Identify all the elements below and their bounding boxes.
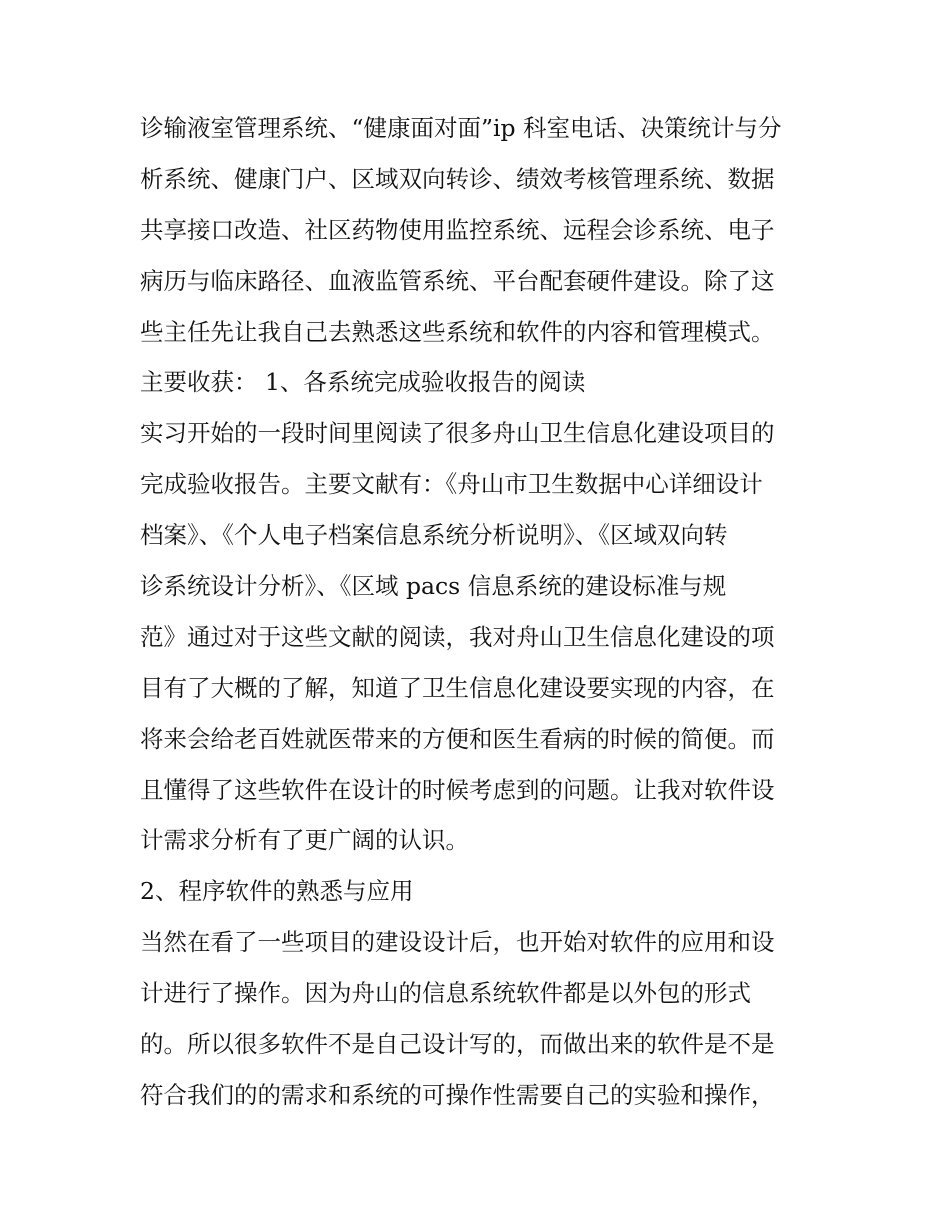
text-line: 当然在看了一些项目的建设设计后，也开始对软件的应用和设: [140, 928, 775, 957]
text-line: 档案》、《个人电子档案信息系统分析说明》、《区域双向转: [140, 521, 728, 550]
body-text: [140, 103, 820, 1121]
text-line: 目有了大概的了解，知道了卫生信息化建设要实现的内容，在: [140, 673, 775, 702]
text-line: 符合我们的的需求和系统的可操作性需要自己的实验和操作，: [140, 1080, 775, 1109]
text-line: 且懂得了这些软件在设计的时候考虑到的问题。让我对软件设: [140, 775, 775, 804]
text-line: 诊系统设计分析》、《区域 pacs 信息系统的建设标准与规: [140, 572, 727, 601]
section-heading-2: 2、程序软件的熟悉与应用: [140, 877, 414, 906]
text-line: 的。所以很多软件不是自己设计写的，而做出来的软件是不是: [140, 1030, 775, 1059]
text-line: 诊输液室管理系统、“健康面对面”ip 科室电话、决策统计与分: [140, 114, 782, 142]
text-line: 些主任先让我自己去熟悉这些系统和软件的内容和管理模式。: [140, 317, 775, 346]
text-line: 将来会给老百姓就医带来的方便和医生看病的时候的简便。而: [140, 724, 775, 753]
text-line: 计需求分析有了更广阔的认识。: [140, 826, 469, 855]
text-line: 析系统、健康门户、区域双向转诊、绩效考核管理系统、数据: [140, 164, 775, 193]
text-line: 范》通过对于这些文献的阅读，我对舟山卫生信息化建设的项: [140, 622, 775, 651]
text-line: 计进行了操作。因为舟山的信息系统软件都是以外包的形式: [140, 979, 751, 1008]
section-heading-1: 主要收获： 1、各系统完成验收报告的阅读: [140, 368, 586, 397]
text-line: 病历与临床路径、血液监管系统、平台配套硬件建设。除了这: [140, 266, 775, 295]
text-line: 实习开始的一段时间里阅读了很多舟山卫生信息化建设项目的: [140, 419, 775, 448]
text-line: 共享接口改造、社区药物使用监控系统、远程会诊系统、电子: [140, 215, 775, 244]
text-line: 完成验收报告。主要文献有：《舟山市卫生数据中心详细设计: [140, 470, 763, 499]
